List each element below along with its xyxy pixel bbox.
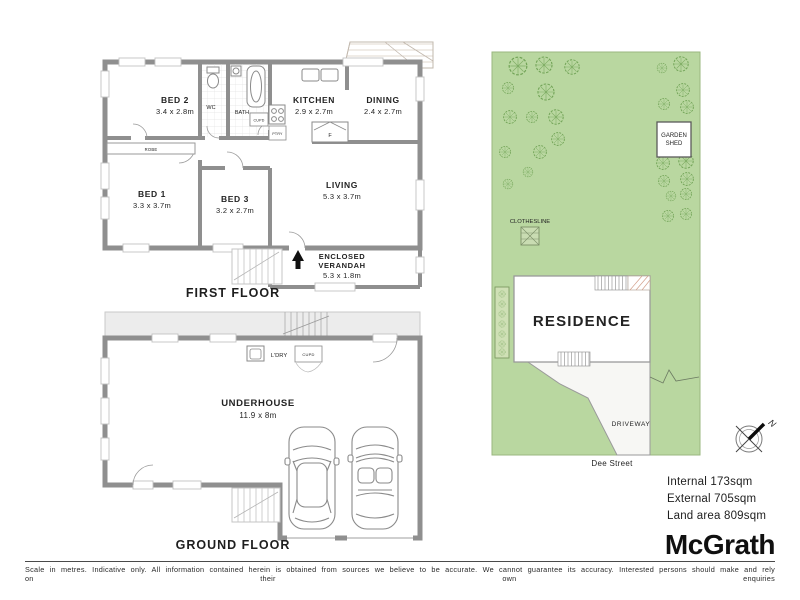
driveway-label: DRIVEWAY (611, 421, 651, 428)
dining-dims: 2.4 x 2.7m (363, 107, 403, 116)
wc-label: WC (206, 105, 216, 111)
land-area: Land area 809sqm (667, 510, 767, 522)
toilet-tank (207, 67, 219, 73)
entry-arrow-icon (292, 250, 304, 269)
bed3-dims: 3.2 x 2.7m (215, 206, 255, 215)
verandah-line2: VERANDAH (318, 261, 366, 270)
dining-label: DINING (366, 95, 400, 105)
kitchen-label: KITCHEN (293, 95, 335, 105)
verandah-dims: 5.3 x 1.8m (322, 271, 362, 280)
entry-stairs (232, 249, 282, 284)
car-sedan (285, 427, 339, 529)
bath-label: BATH (234, 110, 250, 116)
bed2-label: BED 2 (160, 95, 190, 105)
living-label: LIVING (326, 180, 358, 190)
street-label: Dee Street (591, 459, 633, 468)
car-convertible (348, 427, 402, 529)
residence-label: RESIDENCE (532, 313, 632, 330)
lower-stairs (232, 488, 280, 522)
garden-bed-strip (495, 287, 509, 358)
sink-right (321, 69, 338, 81)
laundry-label: L'DRY (270, 353, 288, 359)
garden-shed (657, 122, 691, 157)
disclaimer-text: Scale in metres. Indicative only. All information contained herein is obtained from sources we believe to be accurate. We cannot guarantee its accuracy. Interested persons should make and rely on their own enquiries (25, 565, 775, 583)
living-dims: 5.3 x 3.7m (322, 192, 362, 201)
ground-floor-plan (95, 300, 435, 560)
compass-n-label: N (766, 417, 778, 430)
first-floor-plan (95, 35, 445, 305)
bed1-dims: 3.3 x 3.7m (132, 201, 172, 210)
internal-area: Internal 173sqm (667, 476, 753, 488)
footer-divider (25, 561, 775, 562)
robe-label: ROBE (144, 147, 158, 152)
first-floor-caption: FIRST FLOOR (185, 286, 281, 300)
fridge-box (312, 122, 348, 142)
clothesline-label: CLOTHESLINE (509, 219, 551, 225)
underhouse-dims: 11.9 x 8m (239, 411, 277, 420)
underhouse-label: UNDERHOUSE (221, 398, 295, 409)
bed3-label: BED 3 (220, 194, 250, 204)
fridge-label: F (328, 133, 332, 139)
ground-floor-caption: GROUND FLOOR (175, 538, 291, 552)
verandah-line1: ENCLOSED (318, 252, 366, 261)
garden-shed-line2: SHED (665, 141, 683, 147)
compass-icon (723, 412, 785, 462)
ground-cupd-label: CUPD (302, 352, 315, 357)
site-plan (490, 48, 705, 470)
garden-shed-line1: GARDEN (661, 133, 687, 139)
cupd-label: CUPD (253, 118, 265, 123)
toilet-bowl (208, 74, 219, 88)
bed2-dims: 3.4 x 2.8m (155, 107, 195, 116)
ptry-label: PTRY (272, 132, 283, 136)
sink-left (302, 69, 319, 81)
kitchen-dims: 2.9 x 2.7m (294, 107, 334, 116)
mcgrath-logo: McGrath (664, 529, 775, 560)
external-area: External 705sqm (667, 493, 757, 505)
area-summary (667, 474, 766, 525)
bed1-label: BED 1 (137, 189, 167, 199)
